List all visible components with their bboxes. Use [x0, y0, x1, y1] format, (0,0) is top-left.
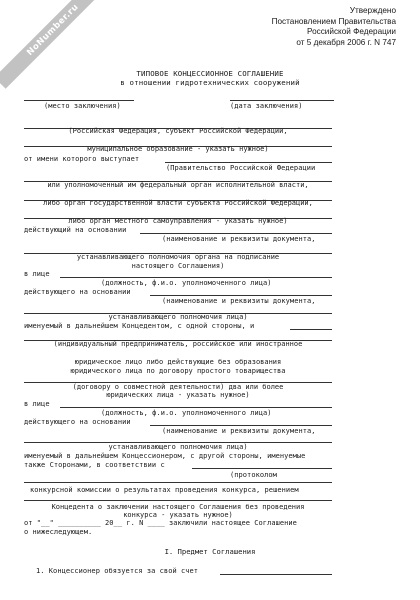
- auth-person-2-caption: устанавливающего полномочия лица): [108, 443, 248, 451]
- government-label: Российской Федерации: [306, 27, 396, 36]
- doc-name-2: (наименование и реквизиты документа,: [162, 297, 316, 305]
- date-number-line: от "__" __________ 20__ г. N ____ заключили настоящее Соглашение: [24, 519, 297, 527]
- decree-date: от 5 декабря 2006 г. N 747: [296, 37, 396, 47]
- place-line: [24, 100, 134, 101]
- approval-block: [272, 6, 396, 48]
- date-caption: (дата заключения): [230, 102, 303, 110]
- commission-line: [24, 482, 332, 483]
- basis-2-line: [150, 295, 332, 296]
- fed-body-caption: или уполномоченный им федеральный орган исполнительной власти,: [47, 181, 309, 189]
- doc-name-1: (наименование и реквизиты документа,: [162, 235, 316, 243]
- together-parties-text: также Сторонами, в соответствии с: [24, 461, 165, 469]
- acting-basis-2: действующего на основании: [24, 288, 131, 296]
- basis-doc-line: [192, 468, 332, 469]
- state-body-caption: либо орган государственной власти субъекта Российской Федерации,: [43, 199, 313, 207]
- entrepreneur-caption: (индивидуальный предприниматель, российское или иностранное: [53, 340, 303, 348]
- decision-line: [24, 500, 332, 501]
- document-title: [0, 69, 420, 87]
- municipal-caption: муниципальное образование - указать нужное): [87, 145, 269, 153]
- section-title: I. Предмет Соглашения: [164, 547, 256, 556]
- decision-caption-2: конкурса - указать нужное): [123, 511, 233, 519]
- this-agreement-caption: настоящего Соглашения): [131, 262, 225, 270]
- partnership-caption: юридического лица по договору простого товарищества: [70, 367, 286, 375]
- joint-activity-caption: (договору о совместной деятельности) два или более: [72, 383, 284, 391]
- named-concessionaire-text: именуемый в дальнейшем Концессионером, с другой стороны, именуемые: [24, 452, 306, 460]
- basis-3-line: [150, 425, 332, 426]
- date-line: [230, 100, 334, 101]
- on-behalf-text: от имени которого выступает: [24, 155, 140, 163]
- legal-entity-caption: юридическое лицо либо действующие без образования: [74, 358, 282, 366]
- acting-basis-3: действующего на основании: [24, 418, 131, 426]
- in-person-1: в лице: [24, 270, 50, 278]
- legal-entities-caption: юридических лица - указать нужное): [106, 391, 250, 399]
- gov-line: [165, 162, 332, 163]
- doc-name-3: (наименование и реквизиты документа,: [162, 427, 316, 435]
- clause-1-line: [220, 574, 332, 575]
- auth-person-1-caption: устанавливающего полномочия лица): [108, 313, 248, 321]
- local-body-caption: либо орган местного самоуправления - указать нужное): [68, 217, 288, 225]
- basis-1-line: [140, 233, 332, 234]
- watermark-badge: NoNumber.ru: [0, 0, 112, 89]
- person-2-line: [60, 407, 332, 408]
- in-person-2: в лице: [24, 400, 50, 408]
- grantor-end-line: [290, 329, 332, 330]
- position-2-caption: (должность, ф.и.о. уполномоченного лица): [101, 409, 272, 417]
- protocol-caption: (протоколом: [230, 471, 277, 479]
- as-follows-text: о нижеследующем.: [24, 528, 93, 536]
- place-caption: (место заключения): [44, 102, 121, 110]
- title-main: ТИПОВОЕ КОНЦЕССИОННОЕ СОГЛАШЕНИЕ: [136, 69, 284, 78]
- clause-1-text: 1. Концессионер обязуется за свой счет: [36, 567, 199, 575]
- decree-label: Постановлением Правительства: [271, 16, 396, 26]
- auth-body-caption: устанавливающего полномочия органа на подписание: [76, 253, 280, 261]
- title-subtitle: в отношении гидротехнических сооружений: [120, 78, 300, 87]
- approved-label: Утверждено: [349, 6, 396, 15]
- commission-text: конкурсной комиссии о результатах проведения конкурса, решением: [30, 486, 299, 494]
- rf-subject-caption: (Российская Федерация, субъект Российской Федерации,: [68, 127, 288, 135]
- acting-basis-1: действующий на основании: [24, 226, 127, 234]
- position-1-caption: (должность, ф.и.о. уполномоченного лица): [101, 279, 272, 287]
- named-grantor-text: именуемый в дальнейшем Концедентом, с одной стороны, и: [24, 322, 255, 330]
- person-1-line: [60, 277, 332, 278]
- gov-caption: (Правительство Российской Федерации: [166, 164, 316, 172]
- decision-caption-1: Концедента о заключении настоящего Соглашения без проведения: [51, 503, 305, 511]
